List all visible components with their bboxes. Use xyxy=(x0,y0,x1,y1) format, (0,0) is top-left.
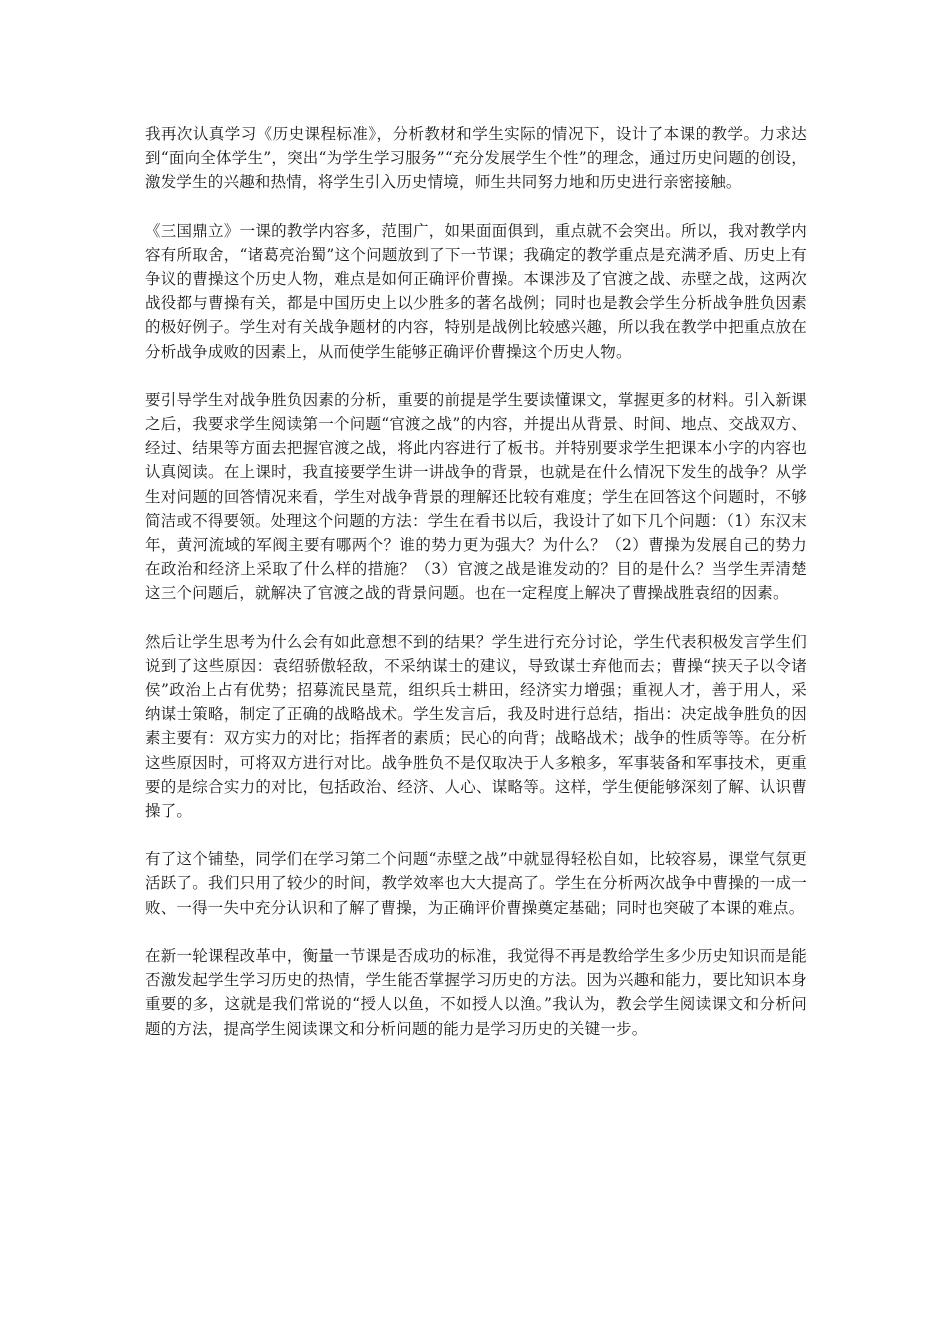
document-body xyxy=(145,122,807,1065)
paragraph-4: 然后让学生思考为什么会有如此意想不到的结果？学生进行充分讨论，学生代表积极发言学生们说到了这些原因：袁绍骄傲轻敌，不采纳谋士的建议，导致谋士弃他而去；曹操“挟天子以令诸侯”政治上占有优势；招募流民垦荒，组织兵士耕田，经济实力增强；重视人才，善于用人，采纳谋士策略，制定了正确的战略战术。学生发言后，我及时进行总结，指出：决定战争胜负的因素主要有：双方实力的对比；指挥者的素质；民心的向背；战略战术；战争的性质等等。在分析这些原因时，可将双方进行对比。战争胜负不是仅取决于人多粮多，军事装备和军事技术，更重要的是综合实力的对比，包括政治、经济、人心、谋略等。这样，学生便能够深刻了解、认识曹操了。 xyxy=(145,632,807,821)
paragraph-6: 在新一轮课程改革中，衡量一节课是否成功的标准，我觉得不再是教给学生多少历史知识而是能否激发起学生学习历史的热情，学生能否掌握学习历史的方法。因为兴趣和能力，要比知识本身重要的多，这就是我们常说的“授人以鱼，不如授人以渔。”我认为，教会学生阅读课文和分析问题的方法，提高学生阅读课文和分析问题的能力是学习历史的关键一步。 xyxy=(145,946,807,1038)
paragraph-2: 《三国鼎立》一课的教学内容多，范围广，如果面面俱到，重点就不会突出。所以，我对教学内容有所取舍，“诸葛亮治蜀”这个问题放到了下一节课；我确定的教学重点是充满矛盾、历史上有争议的曹操这个历史人物，难点是如何正确评价曹操。本课涉及了官渡之战、赤壁之战，这两次战役都与曹操有关，都是中国历史上以少胜多的著名战例；同时也是教会学生分析战争胜负因素的极好例子。学生对有关战争题材的内容，特别是战例比较感兴趣，所以我在教学中把重点放在分析战争成败的因素上，从而使学生能够正确评价曹操这个历史人物。 xyxy=(145,221,807,361)
paragraph-5: 有了这个铺垫，同学们在学习第二个问题“赤壁之战”中就显得轻松自如，比较容易，课堂气氛更活跃了。我们只用了较少的时间，教学效率也大大提高了。学生在分析两次战争中曹操的一成一败、一得一失中充分认识和了解了曹操，为正确评价曹操奠定基础；同时也突破了本课的难点。 xyxy=(145,850,807,917)
paragraph-1: 我再次认真学习《历史课程标准》，分析教材和学生实际的情况下，设计了本课的教学。力求达到“面向全体学生”，突出“为学生学习服务”“充分发展学生个性”的理念，通过历史问题的创设，激发学生的兴趣和热情，将学生引入历史情境，师生共同努力地和历史进行亲密接触。 xyxy=(145,125,807,192)
paragraph-3: 要引导学生对战争胜负因素的分析，重要的前提是学生要读懂课文，掌握更多的材料。引入新课之后，我要求学生阅读第一个问题“官渡之战”的内容，并提出从背景、时间、地点、交战双方、经过、结果等方面去把握官渡之战，将此内容进行了板书。并特别要求学生把课本小字的内容也认真阅读。在上课时，我直接要学生讲一讲战争的背景，也就是在什么情况下发生的战争？从学生对问题的回答情况来看，学生对战争背景的理解还比较有难度；学生在回答这个问题时，不够简洁或不得要领。处理这个问题的方法：学生在看书以后，我设计了如下几个问题：（1）东汉末年，黄河流域的军阀主要有哪两个？谁的势力更为强大？为什么？（2）曹操为发展自己的势力在政治和经济上采取了什么样的措施？（3）官渡之战是谁发动的？目的是什么？当学生弄清楚这三个问题后，就解决了官渡之战的背景问题。也在一定程度上解决了曹操战胜袁绍的因素。 xyxy=(145,390,807,603)
